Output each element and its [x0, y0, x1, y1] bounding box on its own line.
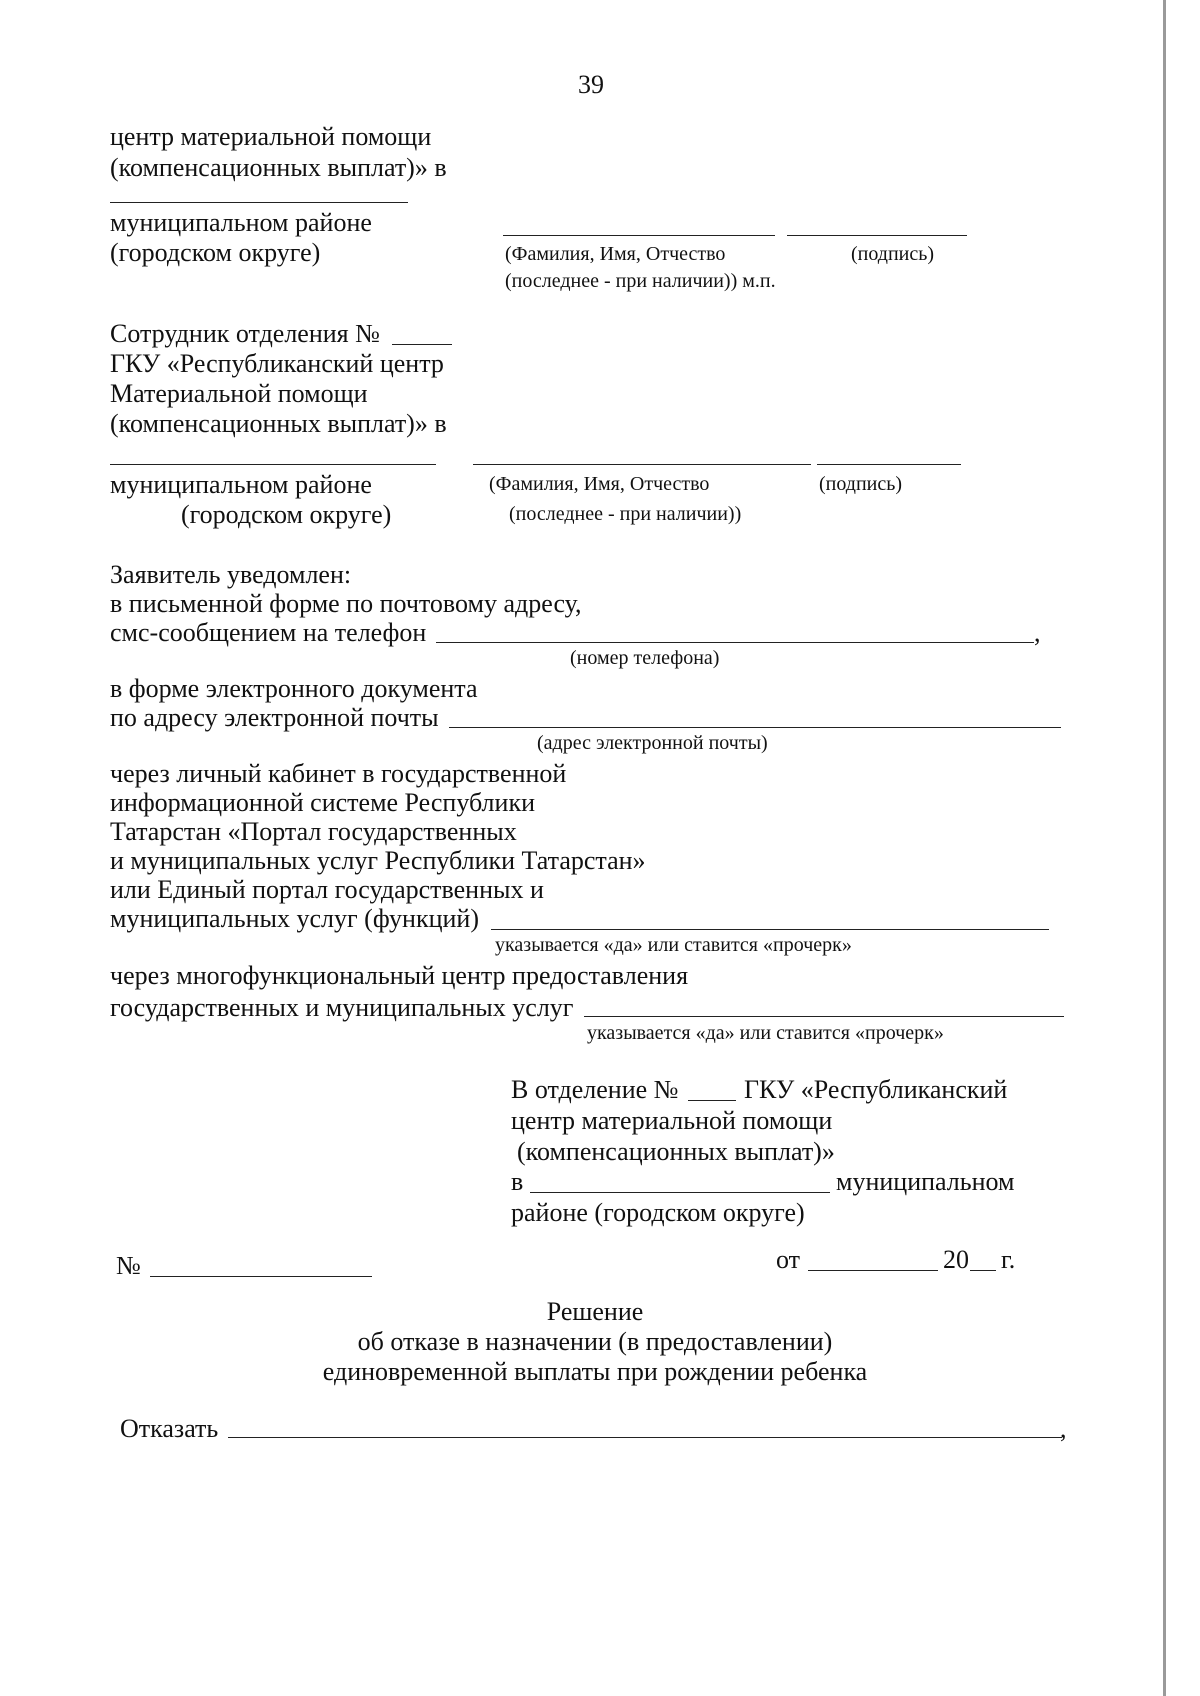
phone-caption: (номер телефона) — [570, 647, 720, 669]
phone-comma: , — [1034, 618, 1041, 647]
notify-mail: в письменной форме по почтовому адресу, — [110, 589, 582, 618]
portal-caption: указывается «да» или ставится «прочерк» — [495, 934, 852, 956]
mfc-blank[interactable] — [584, 1016, 1064, 1017]
block2-district-blank[interactable] — [110, 464, 436, 465]
decision-title: Решение — [546, 1297, 644, 1326]
addressee-district-blank[interactable] — [530, 1192, 830, 1193]
refuse-blank[interactable] — [228, 1437, 1062, 1438]
block1-caption-fio-1: (Фамилия, Имя, Отчество — [505, 243, 726, 265]
block1-line3: муниципальном районе — [110, 208, 372, 237]
date-year-suffix: г. — [1001, 1245, 1016, 1274]
date-year-prefix: 20 — [943, 1245, 969, 1274]
decision-subtitle-2: единовременной выплаты при рождении ребенка — [322, 1357, 868, 1386]
mfc-caption: указывается «да» или ставится «прочерк» — [587, 1022, 944, 1044]
notify-portal-2: информационной системе Республики — [110, 788, 535, 817]
phone-blank[interactable] — [436, 642, 1034, 643]
notify-edoc-2: по адресу электронной почты — [110, 703, 439, 732]
date-year-blank[interactable] — [970, 1270, 996, 1271]
block1-line2: (компенсационных выплат)» в — [110, 153, 447, 182]
notify-portal-5: или Единый портал государственных и — [110, 875, 544, 904]
addressee-dept-number-blank[interactable] — [688, 1100, 736, 1101]
notify-mfc-1: через многофункциональный центр предоставления — [110, 961, 689, 990]
block1-district-blank[interactable] — [110, 202, 408, 203]
refuse-label: Отказать — [120, 1414, 219, 1443]
block1-sign-blank[interactable] — [787, 235, 967, 236]
block2-line2: ГКУ «Республиканский центр — [110, 349, 444, 378]
addressee-line5: районе (городском округе) — [511, 1198, 805, 1227]
page-number: 39 — [578, 70, 604, 99]
addressee-line3: (компенсационных выплат)» — [517, 1137, 835, 1166]
block1-caption-fio-2: (последнее - при наличии)) м.п. — [505, 270, 776, 292]
notify-heading: Заявитель уведомлен: — [110, 560, 352, 589]
notify-mfc-2: государственных и муниципальных услуг — [110, 993, 574, 1022]
doc-number-label: № — [116, 1251, 141, 1280]
block2-fio-blank[interactable] — [473, 464, 811, 465]
block2-dept-number-blank[interactable] — [392, 344, 452, 345]
notify-sms: смс-сообщением на телефон — [110, 618, 427, 647]
block1-line4: (городском округе) — [110, 238, 321, 267]
date-from-label: от — [776, 1245, 801, 1274]
block2-line5: муниципальном районе — [110, 470, 372, 499]
block1-fio-blank[interactable] — [503, 235, 775, 236]
block2-caption-sign: (подпись) — [819, 473, 903, 495]
addressee-line4b: муниципальном — [836, 1167, 1015, 1196]
doc-number-blank[interactable] — [150, 1276, 372, 1277]
portal-blank[interactable] — [491, 929, 1049, 930]
block2-line6: (городском округе) — [181, 500, 392, 529]
page-edge — [1163, 0, 1166, 1696]
block2-line1: Сотрудник отделения № — [110, 319, 380, 348]
decision-subtitle-1: об отказе в назначении (в предоставлении) — [357, 1327, 833, 1356]
block2-caption-fio-2: (последнее - при наличии)) — [509, 503, 742, 525]
notify-portal-1: через личный кабинет в государственной — [110, 759, 567, 788]
notify-portal-3: Татарстан «Портал государственных — [110, 817, 517, 846]
block1-line1: центр материальной помощи — [110, 122, 432, 151]
email-blank[interactable] — [449, 727, 1061, 728]
notify-portal-6: муниципальных услуг (функций) — [110, 904, 479, 933]
date-blank[interactable] — [808, 1270, 938, 1271]
block2-line3: Материальной помощи — [110, 379, 368, 408]
block2-sign-blank[interactable] — [817, 464, 961, 465]
notify-edoc-1: в форме электронного документа — [110, 674, 478, 703]
block2-caption-fio-1: (Фамилия, Имя, Отчество — [489, 473, 710, 495]
block2-line4: (компенсационных выплат)» в — [110, 409, 447, 438]
refuse-comma: , — [1060, 1414, 1067, 1443]
notify-portal-4: и муниципальных услуг Республики Татарстан» — [110, 846, 646, 875]
addressee-line2: центр материальной помощи — [511, 1106, 833, 1135]
addressee-line4a: в — [511, 1167, 524, 1196]
email-caption: (адрес электронной почты) — [537, 732, 768, 754]
addressee-line1b: ГКУ «Республиканский — [744, 1075, 1008, 1104]
block1-caption-sign: (подпись) — [851, 243, 935, 265]
addressee-line1a: В отделение № — [511, 1075, 679, 1104]
